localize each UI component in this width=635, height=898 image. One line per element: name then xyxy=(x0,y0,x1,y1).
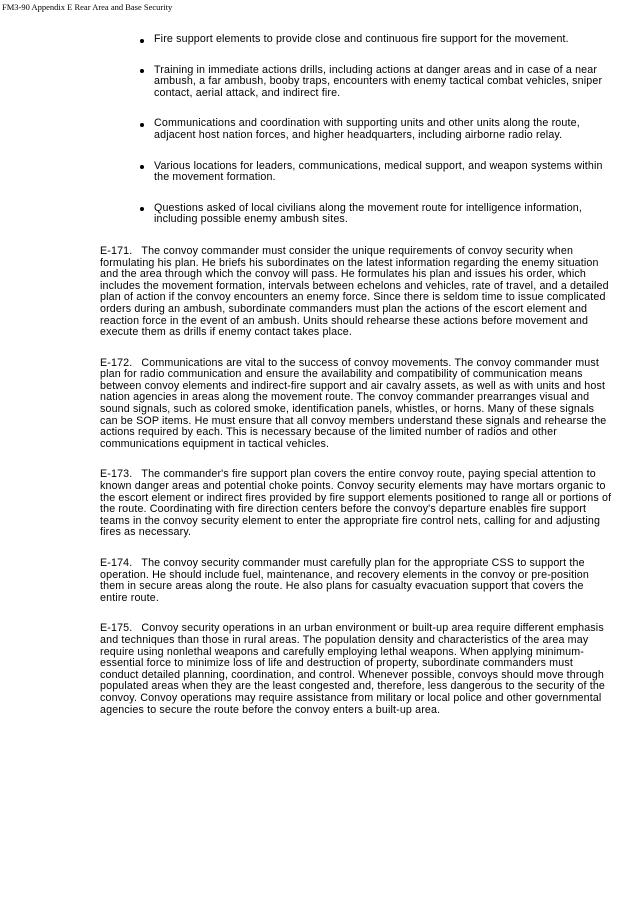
list-item xyxy=(100,65,612,100)
paragraph-e174 xyxy=(100,558,612,604)
paragraph-e173 xyxy=(100,469,612,539)
paragraph-text: Convoy security operations in an urban environment or built-up area require different emphasis and techniques than those in rural areas. The population density and characteristics of the area may require using nonlethal weapons and carefully employing lethal weapons. When applying minimum-essential force to minimize loss of life and destruction of property, subordinate commanders must conduct detailed planning, coordination, and control. Whenever possible, convoys should move through populated areas when they are the least congested and, therefore, less dangerous to the security of the convoy. Convoy operations may require assistance from military or local police and other governmental agencies to secure the route before the convoy enters a built-up area. xyxy=(100,622,606,716)
bullet-icon xyxy=(140,123,144,127)
paragraph-e175 xyxy=(100,623,612,716)
page-header: FM3-90 Appendix E Rear Area and Base Security xyxy=(2,2,173,12)
list-item xyxy=(100,161,612,184)
paragraph-text: The convoy security commander must carefully plan for the appropriate CSS to support the operation. He should include fuel, maintenance, and recovery elements in the convoy or pre-position them in secure areas along the route. He also plans for casualty evacuation support that covers the entire route. xyxy=(100,557,589,604)
paragraph-e172 xyxy=(100,358,612,451)
list-item xyxy=(100,118,612,141)
bullet-icon xyxy=(140,165,144,169)
bullet-icon xyxy=(140,69,144,73)
paragraph-number: E-171. xyxy=(100,244,133,257)
paragraph-number: E-175. xyxy=(100,622,133,635)
bullet-icon xyxy=(140,207,144,211)
paragraph-e171 xyxy=(100,246,612,339)
list-item xyxy=(100,203,612,226)
bullet-list xyxy=(100,34,612,226)
bullet-text: Training in immediate actions drills, including actions at danger areas and in case of a near ambush, a far ambush, booby traps, encounters with enemy tactical combat vehicles, sniper contact, aerial attack, and indirect fire. xyxy=(154,63,603,99)
paragraph-text: Communications are vital to the success of convoy movements. The convoy commander must plan for radio communication and ensure the availability and compatibility of communication means between convoy elements and indirect-fire support and air cavalry assets, as well as with units and host nation agencies in areas along the movement route. The convoy commander prearranges visual and sound signals, such as colored smoke, identification panels, whistles, or horns. Many of these signals can be SOP items. He must ensure that all convoy members understand these signals and rehearse the actions required by each. This is necessary because of the limited number of radios and other communications equipment in tactical vehicles. xyxy=(100,356,607,450)
bullet-text: Fire support elements to provide close and continuous fire support for the movement. xyxy=(154,33,569,45)
list-item xyxy=(100,34,612,46)
bullet-text: Communications and coordination with supporting units and other units along the route, adjacent host nation forces, and higher headquarters, including airborne radio relay. xyxy=(154,117,580,141)
bullet-text: Various locations for leaders, communications, medical support, and weapon systems within the movement formation. xyxy=(154,159,603,184)
paragraph-text: The commander's fire support plan covers the entire convoy route, paying special attention to known danger areas and potential choke points. Convoy security elements may have mortars organic to the escort element or indirect fires provided by fire support elements positioned to range all or portions of the route. Coordinating with fire direction centers before the convoy's departure enables fire support teams in the convoy security element to enter the appropriate fire control nets, calling for and adjusting fires as necessary. xyxy=(100,468,612,539)
bullet-text: Questions asked of local civilians along the movement route for intelligence information, including possible enemy ambush sites. xyxy=(154,201,583,226)
bullet-icon xyxy=(140,39,144,43)
document-body xyxy=(100,34,612,735)
paragraph-number: E-172. xyxy=(100,356,133,369)
paragraph-number: E-173. xyxy=(100,468,133,481)
paragraph-text: The convoy commander must consider the unique requirements of convoy security when formulating his plan. He briefs his subordinates on the latest information regarding the enemy situation and the area through which the convoy will pass. He formulates his plan and issues his order, which includes the movement formation, intervals between echelons and vehicles, rate of travel, and a detailed plan of action if the convoy encounters an enemy force. Since there is seldom time to issue complicated orders during an ambush, subordinate commanders must plan the actions of the escort element and reaction force in the event of an ambush. Units should rehearse these actions before movement and execute them as drills if enemy contact takes place. xyxy=(100,244,609,339)
paragraph-number: E-174. xyxy=(100,557,133,569)
